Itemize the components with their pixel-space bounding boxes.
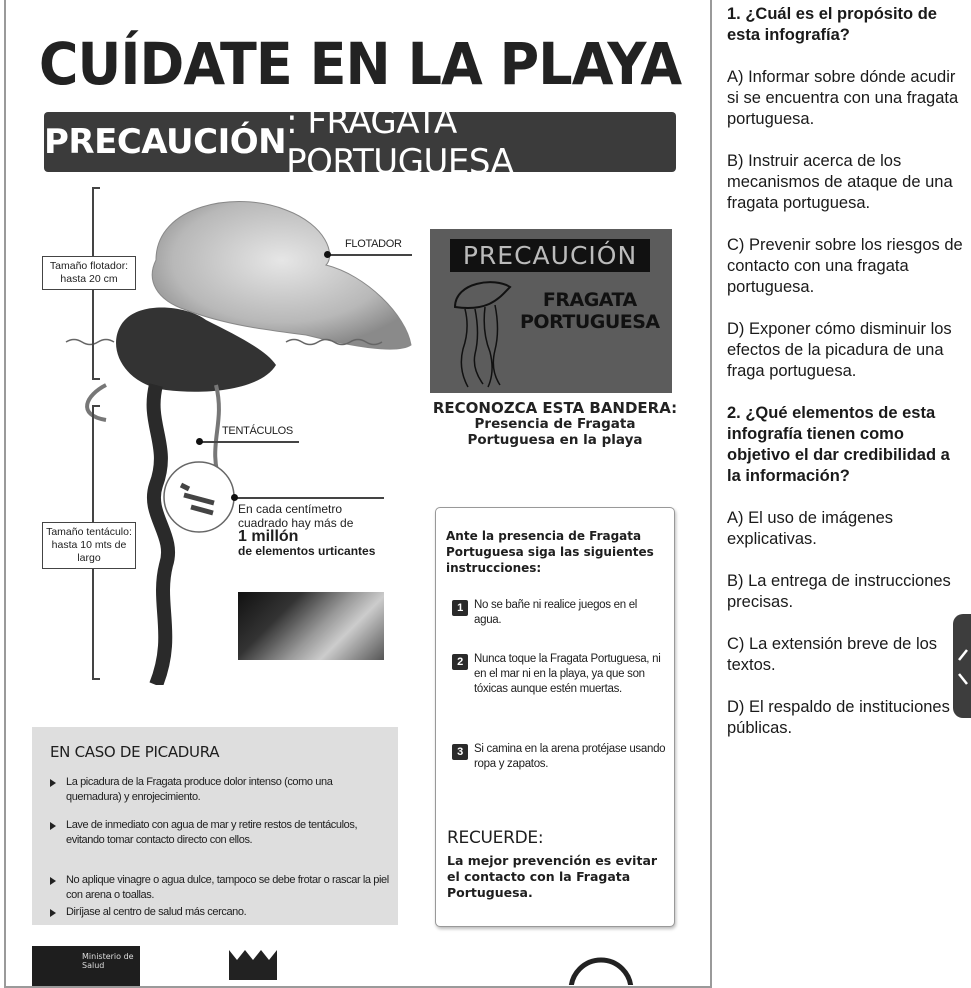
step-number: 3 bbox=[452, 744, 468, 760]
million-leader-line bbox=[234, 497, 384, 499]
sting-item-text: La picadura de la Fragata produce dolor intenso (como una quemadura) y enrojecimiento. bbox=[66, 776, 333, 803]
recognize-title: RECONOZCA ESTA BANDERA: bbox=[432, 399, 678, 417]
flag-line-1: FRAGATA bbox=[542, 289, 637, 311]
infographic-title: CUÍDATE EN LA PLAYA bbox=[38, 30, 682, 98]
crest-logo bbox=[224, 945, 284, 985]
sting-photo bbox=[238, 592, 384, 660]
question-2-option-a[interactable]: A) El uso de imágenes explicativas. bbox=[727, 509, 894, 548]
question-2: 2. ¿Qué elementos de esta infografía tienen como objetivo el dar credibilidad a la información? bbox=[727, 404, 950, 485]
sting-item bbox=[50, 818, 390, 847]
sting-item-text: No aplique vinagre o agua dulce, tampoco se debe frotar o rascar la piel con arena o toallas. bbox=[66, 874, 389, 901]
flag-line-2: PORTUGUESA bbox=[520, 311, 660, 333]
step-text: Si camina en la arena protéjase usando ropa y zapatos. bbox=[474, 743, 666, 770]
questions-panel bbox=[727, 4, 967, 760]
flag-text bbox=[520, 289, 660, 333]
sting-box bbox=[32, 727, 398, 925]
sting-title: EN CASO DE PICADURA bbox=[50, 743, 220, 761]
tentacle-size-label: Tamaño tentáculo: hasta 10 mts de largo bbox=[42, 522, 136, 569]
chevron-up-down-icon[interactable] bbox=[953, 614, 971, 718]
question-1-option-c[interactable]: C) Prevenir sobre los riesgos de contacto con una fragata portuguesa. bbox=[727, 236, 963, 296]
bullet-arrow-icon bbox=[50, 909, 56, 917]
step-text: No se bañe ni realice juegos en el agua. bbox=[474, 599, 638, 626]
sting-item-text: Diríjase al centro de salud más cercano. bbox=[66, 906, 247, 918]
million-big: 1 millón bbox=[238, 528, 299, 545]
remember-title: RECUERDE: bbox=[447, 828, 544, 848]
instructions-intro: Ante la presencia de Fragata Portuguesa siga las siguientes instrucciones: bbox=[446, 529, 654, 575]
recognize-text: Presencia de Fragata Portuguesa en la playa bbox=[467, 416, 643, 448]
million-text bbox=[238, 502, 375, 558]
subtitle-bold: PRECAUCIÓN bbox=[44, 122, 287, 162]
million-line-3: de elementos urticantes bbox=[238, 544, 376, 558]
step-text: Nunca toque la Fragata Portuguesa, ni en el mar ni en la playa, ya que son tóxicas aunque estén muertas. bbox=[474, 653, 661, 695]
subtitle-rest: : FRAGATA PORTUGUESA bbox=[286, 102, 514, 182]
warning-flag bbox=[430, 229, 672, 393]
remember-text: La mejor prevención es evitar el contacto con la Fragata Portuguesa. bbox=[447, 853, 658, 900]
float-leader-line bbox=[328, 254, 412, 256]
jellyfish-icon bbox=[450, 277, 520, 389]
infographic-subtitle-bar bbox=[44, 102, 676, 182]
question-1: 1. ¿Cuál es el propósito de esta infografía? bbox=[727, 5, 937, 44]
float-leader-dot bbox=[324, 251, 331, 258]
million-leader-dot bbox=[231, 494, 238, 501]
tentacles-label: TENTÁCULOS bbox=[222, 425, 293, 437]
sting-item-text: Lave de inmediato con agua de mar y retire restos de tentáculos, evitando tomar contacto directo con ellos. bbox=[66, 819, 358, 846]
infographic bbox=[4, 0, 712, 988]
instructions-box bbox=[435, 507, 675, 927]
sting-item bbox=[50, 873, 390, 902]
instruction-step bbox=[452, 742, 667, 772]
circular-logo bbox=[566, 955, 636, 985]
tentacles-leader-line bbox=[199, 441, 299, 443]
float-size-label: Tamaño flotador: hasta 20 cm bbox=[42, 256, 136, 290]
question-1-option-d[interactable]: D) Exponer cómo disminuir los efectos de la picadura de una fraga portuguesa. bbox=[727, 320, 952, 380]
recognize-flag-caption bbox=[424, 400, 686, 448]
question-1-option-b[interactable]: B) Instruir acerca de los mecanismos de ataque de una fragata portuguesa. bbox=[727, 152, 953, 212]
tentacles-leader-dot bbox=[196, 438, 203, 445]
question-2-option-b[interactable]: B) La entrega de instrucciones precisas. bbox=[727, 572, 951, 611]
question-1-option-a[interactable]: A) Informar sobre dónde acudir si se encuentra con una fragata portuguesa. bbox=[727, 68, 959, 128]
million-line-2: cuadrado hay más de bbox=[238, 516, 354, 530]
sting-item bbox=[50, 905, 390, 920]
sting-item bbox=[50, 775, 390, 804]
step-number: 1 bbox=[452, 600, 468, 616]
bullet-arrow-icon bbox=[50, 822, 56, 830]
flag-band: PRECAUCIÓN bbox=[450, 239, 650, 272]
instruction-step bbox=[452, 598, 667, 628]
instruction-step bbox=[452, 652, 667, 697]
float-label: FLOTADOR bbox=[345, 238, 402, 250]
question-2-option-c[interactable]: C) La extensión breve de los textos. bbox=[727, 635, 938, 674]
bullet-arrow-icon bbox=[50, 779, 56, 787]
ministry-logo: Ministerio de Salud bbox=[32, 946, 140, 986]
million-line-1: En cada centímetro bbox=[238, 502, 343, 516]
question-2-option-d[interactable]: D) El respaldo de instituciones públicas. bbox=[727, 698, 950, 737]
step-number: 2 bbox=[452, 654, 468, 670]
page-scroll-control[interactable] bbox=[953, 614, 971, 718]
bullet-arrow-icon bbox=[50, 877, 56, 885]
